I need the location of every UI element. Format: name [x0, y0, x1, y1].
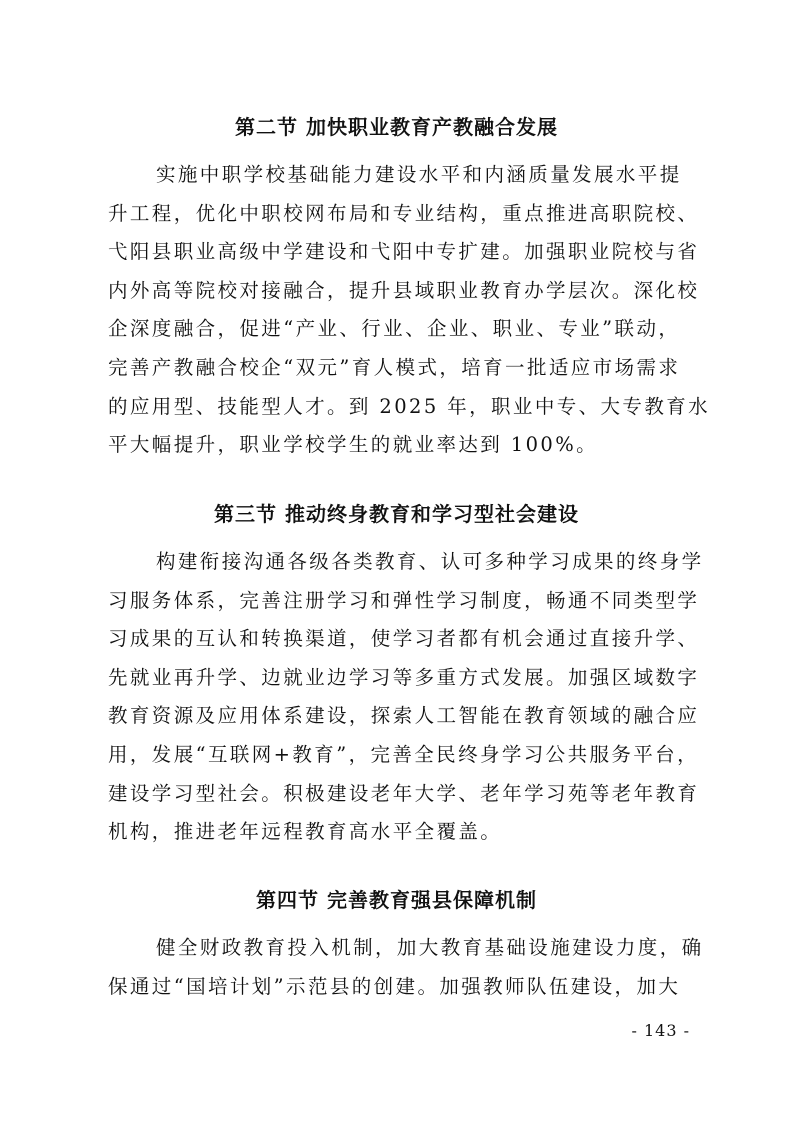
paragraph-line: 平大幅提升，职业学校学生的就业率达到 100%。 [108, 433, 599, 457]
paragraph-line: 先就业再升学、边就业边学习等多重方式发展。加强区域数字 [108, 665, 700, 689]
paragraph-line: 建设学习型社会。积极建设老年大学、老年学习苑等老年教育 [108, 781, 700, 805]
page-number: - 143 - [631, 1021, 690, 1040]
paragraph-line: 习服务体系，完善注册学习和弹性学习制度，畅通不同类型学 [108, 588, 700, 612]
paragraph-line: 完善产教融合校企“双元”育人模式，培育一批适应市场需求 [108, 355, 681, 379]
paragraph-line: 用，发展“互联网+教育”，完善全民终身学习公共服务平台， [108, 742, 699, 766]
paragraph-line: 的应用型、技能型人才。到 2025 年，职业中专、大专教育水 [108, 394, 711, 418]
paragraph-line: 企深度融合，促进“产业、行业、企业、职业、专业”联动， [108, 317, 681, 341]
paragraph-line: 教育资源及应用体系建设，探索人工智能在教育领域的融合应 [108, 704, 700, 728]
paragraph-line: 保通过“国培计划”示范县的创建。加强教师队伍建设，加大 [108, 974, 681, 998]
paragraph-line: 弋阳县职业高级中学建设和弋阳中专扩建。加强职业院校与省 [108, 240, 700, 264]
section-3-paragraph [108, 543, 704, 852]
paragraph-line: 内外高等院校对接融合，提升县域职业教育办学层次。深化校 [108, 278, 700, 302]
paragraph-line: 习成果的互认和转换渠道，使学习者都有机会通过直接升学、 [108, 627, 700, 651]
section-2-paragraph [108, 156, 711, 465]
section-heading-3: 第三节 推动终身教育和学习型社会建设 [214, 502, 579, 526]
paragraph-line: 健全财政教育投入机制，加大教育基础设施建设力度，确 [156, 936, 704, 959]
paragraph-line: 升工程，优化中职校网布局和专业结构，重点推进高职院校、 [108, 201, 700, 225]
paragraph-line: 实施中职学校基础能力建设水平和内涵质量发展水平提 [156, 163, 682, 186]
section-4-paragraph [108, 929, 704, 1006]
paragraph-line: 机构，推进老年远程教育高水平全覆盖。 [108, 820, 503, 844]
section-heading-2: 第二节 加快职业教育产教融合发展 [235, 115, 558, 139]
paragraph-line: 构建衔接沟通各级各类教育、认可多种学习成果的终身学 [156, 550, 704, 573]
section-heading-4: 第四节 完善教育强县保障机制 [256, 888, 537, 912]
